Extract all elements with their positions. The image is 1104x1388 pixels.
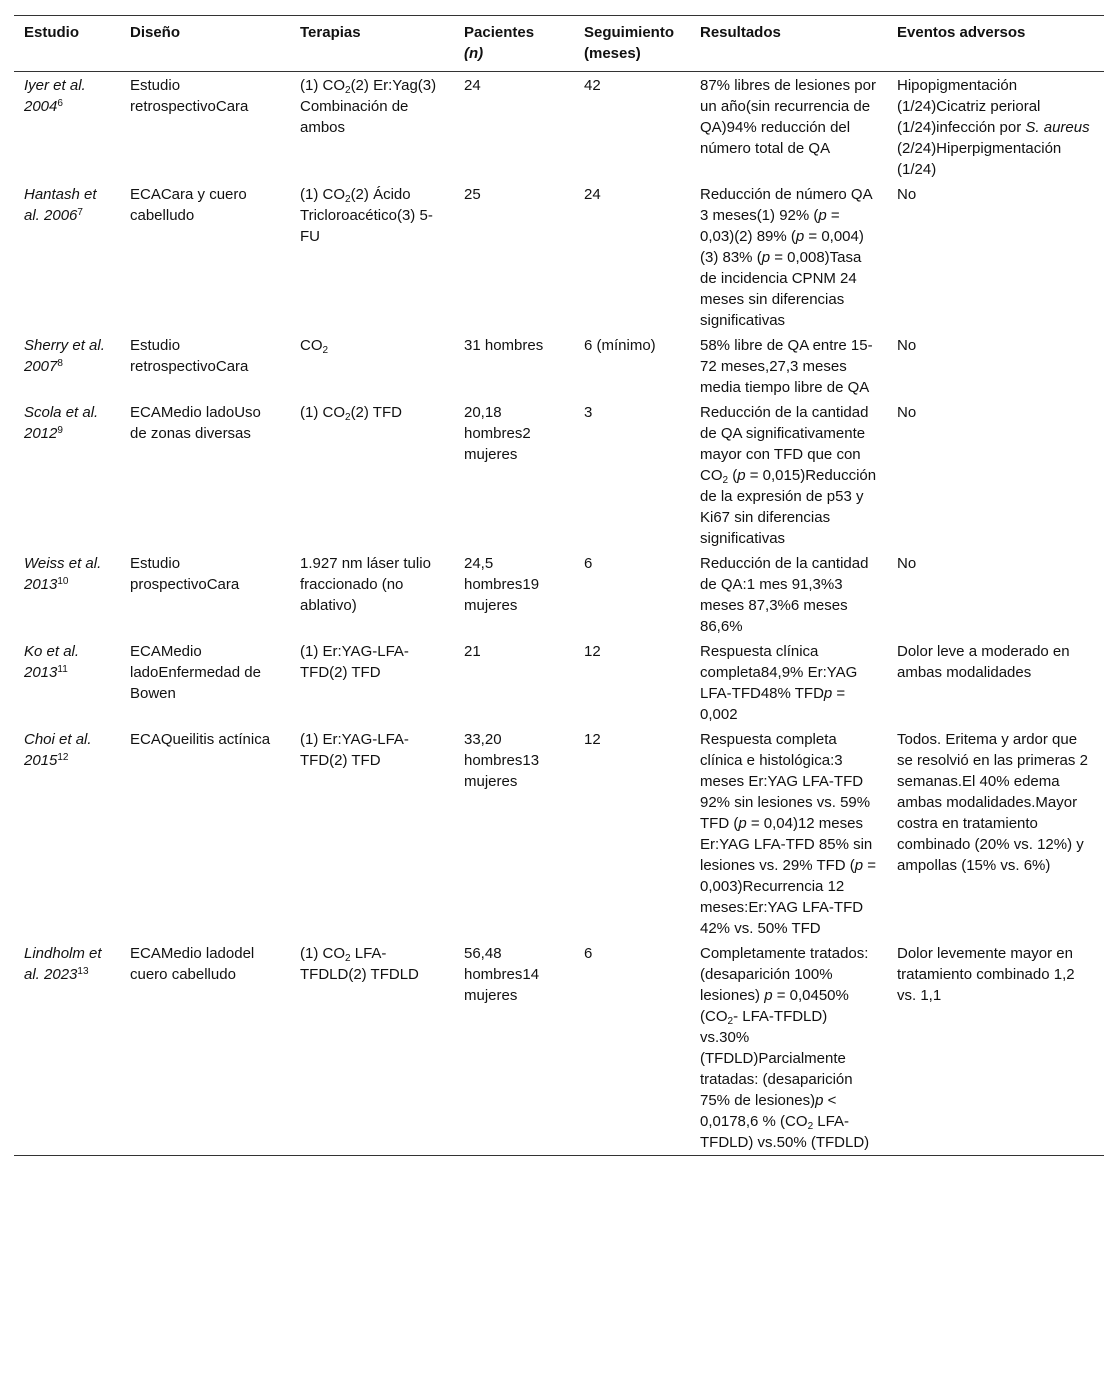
cell-terapias (290, 333, 454, 400)
cell-seguimiento: 42 (584, 77, 601, 94)
studies-table (14, 15, 1104, 1156)
study-name: Choi et al. 2015 (24, 731, 92, 769)
study-reference: 10 (57, 576, 69, 587)
text-fragment: No (897, 337, 917, 354)
cell-seguimiento: 12 (584, 731, 601, 748)
study-name: Sherry et al. 2007 (24, 337, 105, 375)
cell-resultados (690, 551, 887, 639)
text-fragment: Reducción de la cantidad de QA:1 mes 91,3%3 meses 87,3%6 meses 86,6% (700, 555, 869, 635)
text-fragment: LFA-TFDLD(2) TFDLD (300, 945, 419, 983)
text-fragment: 2 (345, 85, 351, 96)
cell-estudio (14, 551, 120, 639)
table-row (14, 727, 1104, 941)
cell-eventos (887, 400, 1104, 551)
text-fragment: (1) Er:YAG-LFA-TFD(2) TFD (300, 731, 409, 769)
cell-terapias (290, 72, 454, 183)
cell-seguimiento: 24 (584, 186, 601, 203)
cell-estudio (14, 639, 120, 727)
text-fragment: p (815, 1092, 824, 1109)
cell-terapias (290, 182, 454, 333)
cell-seguimiento: 6 (584, 945, 593, 962)
text-fragment: p (795, 228, 805, 245)
cell-eventos (887, 727, 1104, 941)
cell-eventos (887, 72, 1104, 183)
header-pacientes (454, 16, 574, 72)
study-reference: 9 (57, 425, 63, 436)
text-fragment: No (897, 404, 917, 421)
header-diseno: Diseño (130, 24, 181, 41)
cell-terapias (290, 400, 454, 551)
table-row (14, 182, 1104, 333)
text-fragment: (1) CO (300, 77, 345, 94)
table-row (14, 400, 1104, 551)
text-fragment: 1.927 nm láser tulio fraccionado (no ablativo) (300, 555, 431, 614)
cell-resultados (690, 400, 887, 551)
cell-seguimiento: 6 (mínimo) (584, 337, 656, 354)
text-fragment: p (854, 857, 864, 874)
table-row (14, 333, 1104, 400)
study-name: Iyer et al. 2004 (24, 77, 86, 115)
text-fragment: 2 (722, 475, 729, 486)
text-fragment: Reducción de número QA 3 meses(1) 92% ( (700, 186, 872, 224)
cell-estudio (14, 333, 120, 400)
text-fragment: (2) TFD (350, 404, 402, 421)
text-fragment: = 0,015)Reducción de la expresión de p53 y Ki67 sin diferencias significativas (700, 467, 877, 547)
header-row (14, 16, 1104, 72)
cell-terapias (290, 941, 454, 1156)
text-fragment: (1) CO (300, 945, 345, 962)
text-fragment: Hipopigmentación (1/24)Cicatriz perioral (1/24)infección por (897, 77, 1041, 136)
table-header (14, 16, 1104, 72)
cell-resultados (690, 941, 887, 1156)
cell-diseno: ECAMedio ladoEnfermedad de Bowen (130, 643, 261, 702)
study-reference: 6 (57, 98, 63, 109)
header-eventos: Eventos adversos (897, 24, 1026, 41)
text-fragment: (2) Ácido Tricloroacético(3) 5-FU (300, 186, 433, 245)
cell-estudio (14, 941, 120, 1156)
cell-resultados (690, 182, 887, 333)
cell-diseno: ECACara y cuero cabelludo (130, 186, 247, 224)
cell-seguimiento: 12 (584, 643, 601, 660)
study-reference: 11 (57, 664, 68, 675)
text-fragment: 2 (322, 345, 329, 356)
cell-estudio (14, 400, 120, 551)
header-seguimiento (574, 16, 690, 72)
text-fragment: = 0,008)Tasa de incidencia CPNM 24 meses sin diferencias significativas (700, 249, 862, 329)
cell-seguimiento: 3 (584, 404, 593, 421)
cell-diseno: Estudio prospectivoCara (130, 555, 240, 593)
text-fragment: 87% libres de lesiones por un año(sin recurrencia de QA)94% reducción del número total de QA (700, 77, 876, 157)
study-name: Lindholm et al. 2023 (24, 945, 102, 983)
text-fragment: CO (300, 337, 323, 354)
text-fragment: (2/24)Hiperpigmentación (1/24) (897, 140, 1062, 178)
text-fragment: Dolor leve a moderado en ambas modalidades (897, 643, 1070, 681)
study-reference: 13 (77, 966, 89, 977)
cell-pacientes: 31 hombres (464, 337, 544, 354)
cell-pacientes: 25 (464, 186, 481, 203)
cell-resultados (690, 727, 887, 941)
header-pacientes-label: Pacientes (464, 24, 535, 41)
cell-eventos (887, 333, 1104, 400)
text-fragment: = 0,004)(3) 83% ( (700, 228, 864, 266)
text-fragment: 2 (727, 1016, 734, 1027)
text-fragment: 2 (807, 1121, 814, 1132)
text-fragment: (1) Er:YAG-LFA-TFD(2) TFD (300, 643, 409, 681)
cell-eventos (887, 551, 1104, 639)
text-fragment: p (737, 467, 746, 484)
cell-estudio (14, 182, 120, 333)
text-fragment: S. aureus (1025, 119, 1090, 136)
text-fragment: = 0,0450% (CO (700, 987, 849, 1025)
text-fragment: (2) Er:Yag(3) Combinación de ambos (300, 77, 437, 136)
cell-resultados (690, 639, 887, 727)
header-terapias: Terapias (300, 24, 361, 41)
cell-eventos (887, 941, 1104, 1156)
cell-pacientes: 21 (464, 643, 481, 660)
study-name: Ko et al. 2013 (24, 643, 80, 681)
text-fragment: Respuesta completa clínica e histológica:3 meses Er:YAG LFA-TFD 92% sin lesiones vs. 59% TFD ( (700, 731, 871, 832)
text-fragment: = 0,003)Recurrencia 12 meses:Er:YAG LFA-TFD 42% vs. 50% TFD (700, 857, 877, 937)
text-fragment: - LFA-TFDLD) vs.30% (TFDLD)Parcialmente tratadas: (desaparición 75% de lesiones) (700, 1008, 853, 1109)
text-fragment: 2 (345, 953, 351, 964)
cell-estudio (14, 727, 120, 941)
table-body (14, 72, 1104, 1156)
cell-pacientes: 56,48 hombres14 mujeres (464, 945, 540, 1004)
cell-resultados (690, 333, 887, 400)
cell-pacientes: 33,20 hombres13 mujeres (464, 731, 540, 790)
table-row (14, 941, 1104, 1156)
cell-estudio (14, 72, 120, 183)
cell-diseno: ECAMedio ladodel cuero cabelludo (130, 945, 255, 983)
cell-pacientes: 20,18 hombres2 mujeres (464, 404, 531, 463)
cell-terapias (290, 639, 454, 727)
text-fragment: 2 (345, 412, 351, 423)
text-fragment: p (738, 815, 747, 832)
cell-diseno: ECAMedio ladoUso de zonas diversas (130, 404, 261, 442)
cell-pacientes: 24 (464, 77, 481, 94)
cell-terapias (290, 727, 454, 941)
text-fragment: = 0,03)(2) 89% ( (700, 207, 840, 245)
table-row (14, 72, 1104, 183)
text-fragment: Dolor levemente mayor en tratamiento combinado 1,2 vs. 1,1 (897, 945, 1075, 1004)
study-name: Scola et al. 2012 (24, 404, 99, 442)
text-fragment: Reducción de la cantidad de QA significativamente mayor con TFD que con CO (700, 404, 869, 484)
text-fragment: (1) CO (300, 404, 345, 421)
header-seguimiento-unit: (meses) (584, 45, 641, 62)
header-pacientes-n: (n) (464, 45, 484, 62)
cell-eventos (887, 639, 1104, 727)
text-fragment: LFA-TFDLD) vs.50% (TFDLD) (700, 1113, 870, 1151)
text-fragment: p (761, 249, 771, 266)
cell-diseno: Estudio retrospectivoCara (130, 337, 249, 375)
text-fragment: p (818, 207, 827, 224)
study-reference: 12 (57, 752, 69, 763)
study-table-container (14, 15, 1104, 1156)
text-fragment: 2 (345, 194, 351, 205)
text-fragment: p (823, 685, 833, 702)
study-name: Weiss et al. 2013 (24, 555, 102, 593)
table-row (14, 639, 1104, 727)
text-fragment: (1) CO (300, 186, 345, 203)
header-seguimiento-label: Seguimiento (584, 24, 675, 41)
cell-diseno: Estudio retrospectivoCara (130, 77, 249, 115)
text-fragment: = 0,002 (700, 685, 846, 723)
text-fragment: Todos. Eritema y ardor que se resolvió en las primeras 2 semanas.El 40% edema ambas modalidades.Mayor costra en tratamiento combinado (20% vs. 12%) y ampollas (15% vs. 6%) (897, 731, 1088, 874)
text-fragment: No (897, 186, 917, 203)
study-reference: 8 (57, 358, 63, 369)
text-fragment: Completamente tratados: (desaparición 100% lesiones) (700, 945, 869, 1004)
cell-resultados (690, 72, 887, 183)
study-reference: 7 (77, 207, 83, 218)
table-row (14, 551, 1104, 639)
cell-terapias (290, 551, 454, 639)
text-fragment: No (897, 555, 917, 572)
cell-diseno: ECAQueilitis actínica (130, 731, 271, 748)
text-fragment: p (764, 987, 773, 1004)
text-fragment: < 0,0178,6 % (CO (700, 1092, 837, 1130)
cell-pacientes: 24,5 hombres19 mujeres (464, 555, 540, 614)
text-fragment: = 0,04)12 meses Er:YAG LFA-TFD 85% sin lesiones vs. 29% TFD ( (700, 815, 873, 874)
text-fragment: ( (728, 467, 738, 484)
text-fragment: Respuesta clínica completa84,9% Er:YAG LFA-TFD48% TFD (700, 643, 858, 702)
cell-seguimiento: 6 (584, 555, 593, 572)
study-name: Hantash et al. 2006 (24, 186, 97, 224)
header-estudio: Estudio (24, 24, 79, 41)
header-resultados: Resultados (700, 24, 781, 41)
text-fragment: 58% libre de QA entre 15-72 meses,27,3 meses media tiempo libre de QA (700, 337, 873, 396)
cell-eventos (887, 182, 1104, 333)
